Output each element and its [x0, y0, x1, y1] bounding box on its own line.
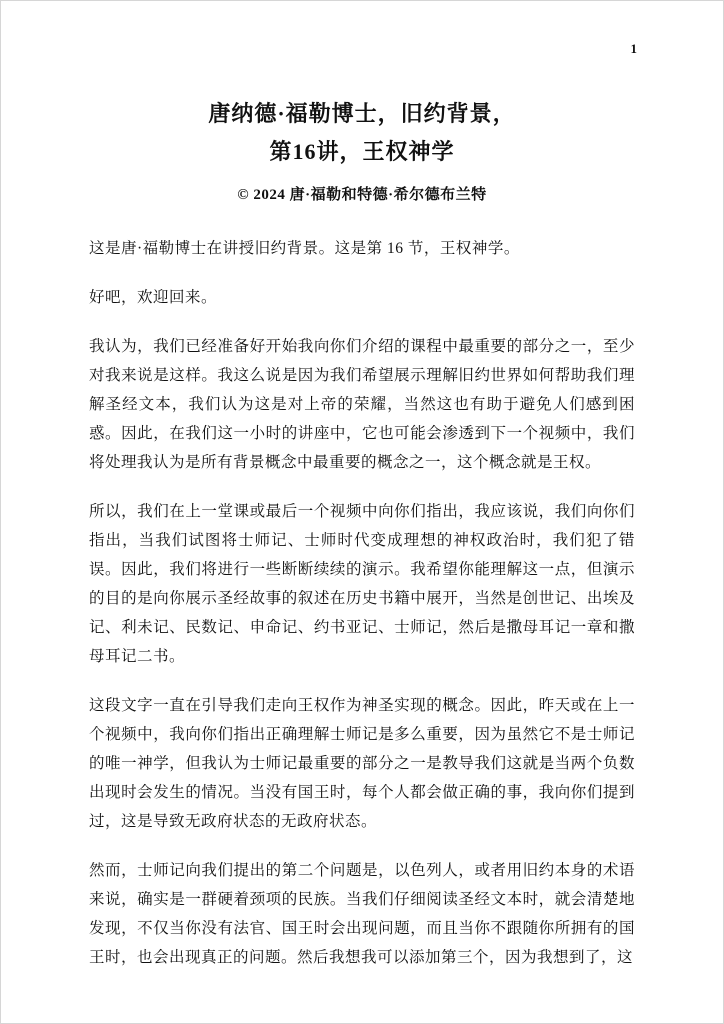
document-body [89, 234, 635, 972]
document-title-line1: 唐纳德·福勒博士，旧约背景， [208, 101, 516, 126]
document-title [89, 95, 635, 171]
paragraph: 这段文字一直在引导我们走向王权作为神圣实现的概念。因此，昨天或在上一个视频中，我向你们指出正确理解士师记是多么重要，因为虽然它不是士师记的唯一神学，但我认为士师记最重要的部分之一是教导我们这就是当两个负数出现时会发生的情况。当没有国王时，每个人都会做正确的事，我向你们提到过，这是导致无政府状态的无政府状态。 [89, 697, 635, 830]
page-number: 1 [630, 41, 637, 56]
paragraph: 好吧，欢迎回来。 [89, 289, 218, 306]
paragraph: 这是唐·福勒博士在讲授旧约背景。这是第 16 节，王权神学。 [89, 240, 520, 257]
paragraph: 然而，士师记向我们提出的第二个问题是，以色列人，或者用旧约本身的术语来说，确实是一群硬着颈项的民族。当我们仔细阅读圣经文本时，就会清楚地发现，不仅当你没有法官、国王时会出现问题，而且当你不跟随你所拥有的国王时，也会出现真正的问题。然后我想我可以添加第三个，因为我想到了，这 [89, 862, 635, 966]
paragraph: 所以，我们在上一堂课或最后一个视频中向你们指出，我应该说，我们向你们指出，当我们试图将士师记、士师时代变成理想的神权政治时，我们犯了错误。因此，我们将进行一些断断续续的演示。我希望你能理解这一点，但演示的目的是向你展示圣经故事的叙述在历史书籍中展开，当然是创世记、出埃及记、利未记、民数记、申命记、约书亚记、士师记，然后是撒母耳记一章和撒母耳记二书。 [89, 503, 635, 665]
copyright-line: © 2024 唐·福勒和特德·希尔德布兰特 [237, 187, 487, 203]
document-title-line2: 第16讲，王权神学 [269, 139, 455, 164]
paragraph: 我认为，我们已经准备好开始我向你们介绍的课程中最重要的部分之一，至少对我来说是这样。我这么说是因为我们希望展示理解旧约世界如何帮助我们理解圣经文本，我们认为这是对上帝的荣耀，当然这也有助于避免人们感到困惑。因此，在我们这一小时的讲座中，它也可能会渗透到下一个视频中，我们将处理我认为是所有背景概念中最重要的概念之一，这个概念就是王权。 [89, 338, 635, 471]
